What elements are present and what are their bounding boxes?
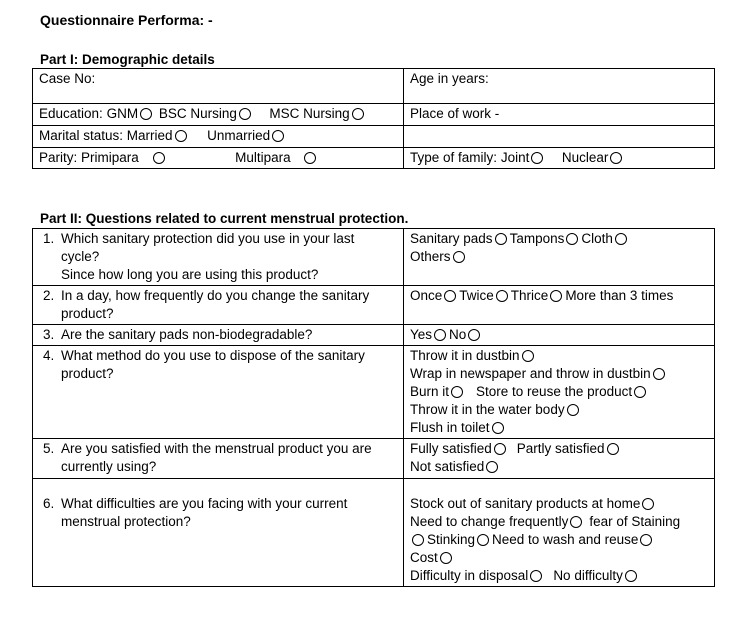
age-cell[interactable] bbox=[404, 69, 715, 104]
question-number: 4. bbox=[43, 348, 55, 363]
part2-heading: Part II: Questions related to current menstrual protection. bbox=[40, 211, 409, 226]
nuclear-radio-circle[interactable] bbox=[610, 152, 622, 164]
answer-option: Others bbox=[410, 249, 451, 264]
parity-row bbox=[33, 148, 404, 169]
question-text: What method do you use to dispose of the sanitary product? bbox=[61, 348, 365, 381]
question-row bbox=[33, 286, 715, 325]
family-option-nuclear: Nuclear bbox=[561, 150, 609, 165]
family-row bbox=[404, 148, 715, 169]
question-text: Are you satisfied with the menstrual product you are currently using? bbox=[61, 441, 372, 474]
radio-circle[interactable] bbox=[494, 443, 506, 455]
answer-option: Partly satisfied bbox=[516, 441, 605, 456]
gnm-radio-circle[interactable] bbox=[140, 108, 152, 120]
answer-option: Difficulty in disposal bbox=[410, 568, 529, 583]
question-row bbox=[33, 479, 715, 587]
answer-options bbox=[404, 229, 715, 286]
bsc-radio-circle[interactable] bbox=[239, 108, 251, 120]
answer-option: Not satisfied bbox=[410, 459, 485, 474]
question-number: 1. bbox=[43, 231, 55, 246]
parity-label: Parity: bbox=[39, 150, 78, 165]
question-row bbox=[33, 325, 715, 346]
question-row bbox=[33, 439, 715, 479]
answer-option: fear of Staining bbox=[589, 514, 681, 529]
case-no-label: Case No: bbox=[39, 71, 96, 86]
family-option-joint: Joint bbox=[500, 150, 530, 165]
answer-option: Once bbox=[410, 288, 443, 303]
answer-option: Need to change frequently bbox=[410, 514, 569, 529]
answer-option: More than 3 times bbox=[565, 288, 674, 303]
question-text: Which sanitary protection did you use in your last cycle? Since how long you are using this product? bbox=[61, 231, 355, 282]
radio-circle[interactable] bbox=[434, 329, 446, 341]
answer-option: Thrice bbox=[510, 288, 549, 303]
joint-radio-circle[interactable] bbox=[531, 152, 543, 164]
question-text: What difficulties are you facing with your current menstrual protection? bbox=[61, 496, 348, 529]
radio-circle[interactable] bbox=[496, 290, 508, 302]
answer-option: Twice bbox=[459, 288, 494, 303]
radio-circle[interactable] bbox=[653, 368, 665, 380]
unmarried-radio-circle[interactable] bbox=[272, 130, 284, 142]
radio-circle[interactable] bbox=[451, 386, 463, 398]
answer-option: No difficulty bbox=[553, 568, 623, 583]
question-number: 5. bbox=[43, 441, 55, 456]
radio-circle[interactable] bbox=[530, 570, 542, 582]
answer-option: Stock out of sanitary products at home bbox=[410, 496, 641, 511]
menstrual-questions-table bbox=[32, 228, 715, 587]
empty-cell bbox=[404, 126, 715, 148]
answer-option: Sanitary pads bbox=[410, 231, 493, 246]
education-row bbox=[33, 104, 404, 126]
radio-circle[interactable] bbox=[634, 386, 646, 398]
case-no-cell[interactable] bbox=[33, 69, 404, 104]
answer-option: Store to reuse the product bbox=[476, 384, 633, 399]
answer-option: Throw it in the water body bbox=[410, 402, 565, 417]
page-title: Questionnaire Performa: - bbox=[40, 12, 213, 28]
radio-circle[interactable] bbox=[625, 570, 637, 582]
radio-circle[interactable] bbox=[642, 498, 654, 510]
answer-option: No bbox=[449, 327, 467, 342]
radio-circle[interactable] bbox=[615, 233, 627, 245]
question-number: 3. bbox=[43, 327, 55, 342]
question-number: 6. bbox=[43, 496, 55, 511]
radio-circle[interactable] bbox=[440, 552, 452, 564]
radio-circle[interactable] bbox=[468, 329, 480, 341]
marital-option-unmarried: Unmarried bbox=[207, 128, 271, 143]
answer-options bbox=[404, 286, 715, 325]
answer-options bbox=[404, 439, 715, 479]
parity-option-multipara: Multipara bbox=[235, 150, 291, 165]
radio-circle[interactable] bbox=[607, 443, 619, 455]
education-label: Education: bbox=[39, 106, 103, 121]
age-label: Age in years: bbox=[410, 71, 489, 86]
answer-options bbox=[404, 346, 715, 439]
radio-circle[interactable] bbox=[453, 251, 465, 263]
question-row bbox=[33, 229, 715, 286]
question-row bbox=[33, 346, 715, 439]
question-number: 2. bbox=[43, 288, 55, 303]
answer-option: Fully satisfied bbox=[410, 441, 492, 456]
answer-option: Need to wash and reuse bbox=[492, 532, 639, 547]
married-radio-circle[interactable] bbox=[175, 130, 187, 142]
radio-circle[interactable] bbox=[492, 422, 504, 434]
radio-circle[interactable] bbox=[550, 290, 562, 302]
radio-circle[interactable] bbox=[444, 290, 456, 302]
education-option-msc: MSC Nursing bbox=[269, 106, 350, 121]
radio-circle[interactable] bbox=[477, 534, 489, 546]
radio-circle[interactable] bbox=[486, 461, 498, 473]
answer-option: Yes bbox=[410, 327, 433, 342]
answer-option: Wrap in newspaper and throw in dustbin bbox=[410, 366, 651, 381]
parity-option-primipara: Primipara bbox=[81, 150, 139, 165]
answer-option: Throw it in dustbin bbox=[410, 348, 520, 363]
msc-radio-circle[interactable] bbox=[352, 108, 364, 120]
marital-option-married: Married bbox=[126, 128, 173, 143]
radio-circle[interactable] bbox=[412, 534, 424, 546]
radio-circle[interactable] bbox=[566, 233, 578, 245]
answer-option: Tampons bbox=[509, 231, 565, 246]
answer-options bbox=[404, 479, 715, 587]
radio-circle[interactable] bbox=[570, 516, 582, 528]
place-of-work-label: Place of work - bbox=[410, 106, 500, 121]
education-option-bsc: BSC Nursing bbox=[158, 106, 237, 121]
radio-circle[interactable] bbox=[640, 534, 652, 546]
answer-option: Cost bbox=[410, 550, 438, 565]
answer-option: Stinking bbox=[427, 532, 476, 547]
demographic-table bbox=[32, 68, 715, 169]
marital-row bbox=[33, 126, 404, 148]
question-text: Are the sanitary pads non-biodegradable? bbox=[61, 327, 313, 342]
part1-heading: Part I: Demographic details bbox=[40, 52, 215, 67]
marital-label: Marital status: bbox=[39, 128, 124, 143]
place-of-work-cell[interactable] bbox=[404, 104, 715, 126]
family-label: Type of family: bbox=[410, 150, 498, 165]
answer-option: Burn it bbox=[410, 384, 450, 399]
primipara-radio-circle[interactable] bbox=[153, 152, 165, 164]
radio-circle[interactable] bbox=[567, 404, 579, 416]
education-option-gnm: GNM bbox=[106, 106, 139, 121]
question-text: In a day, how frequently do you change the sanitary product? bbox=[61, 288, 370, 321]
multipara-radio-circle[interactable] bbox=[304, 152, 316, 164]
answer-option: Cloth bbox=[581, 231, 613, 246]
answer-options bbox=[404, 325, 715, 346]
radio-circle[interactable] bbox=[495, 233, 507, 245]
radio-circle[interactable] bbox=[522, 350, 534, 362]
answer-option: Flush in toilet bbox=[410, 420, 490, 435]
